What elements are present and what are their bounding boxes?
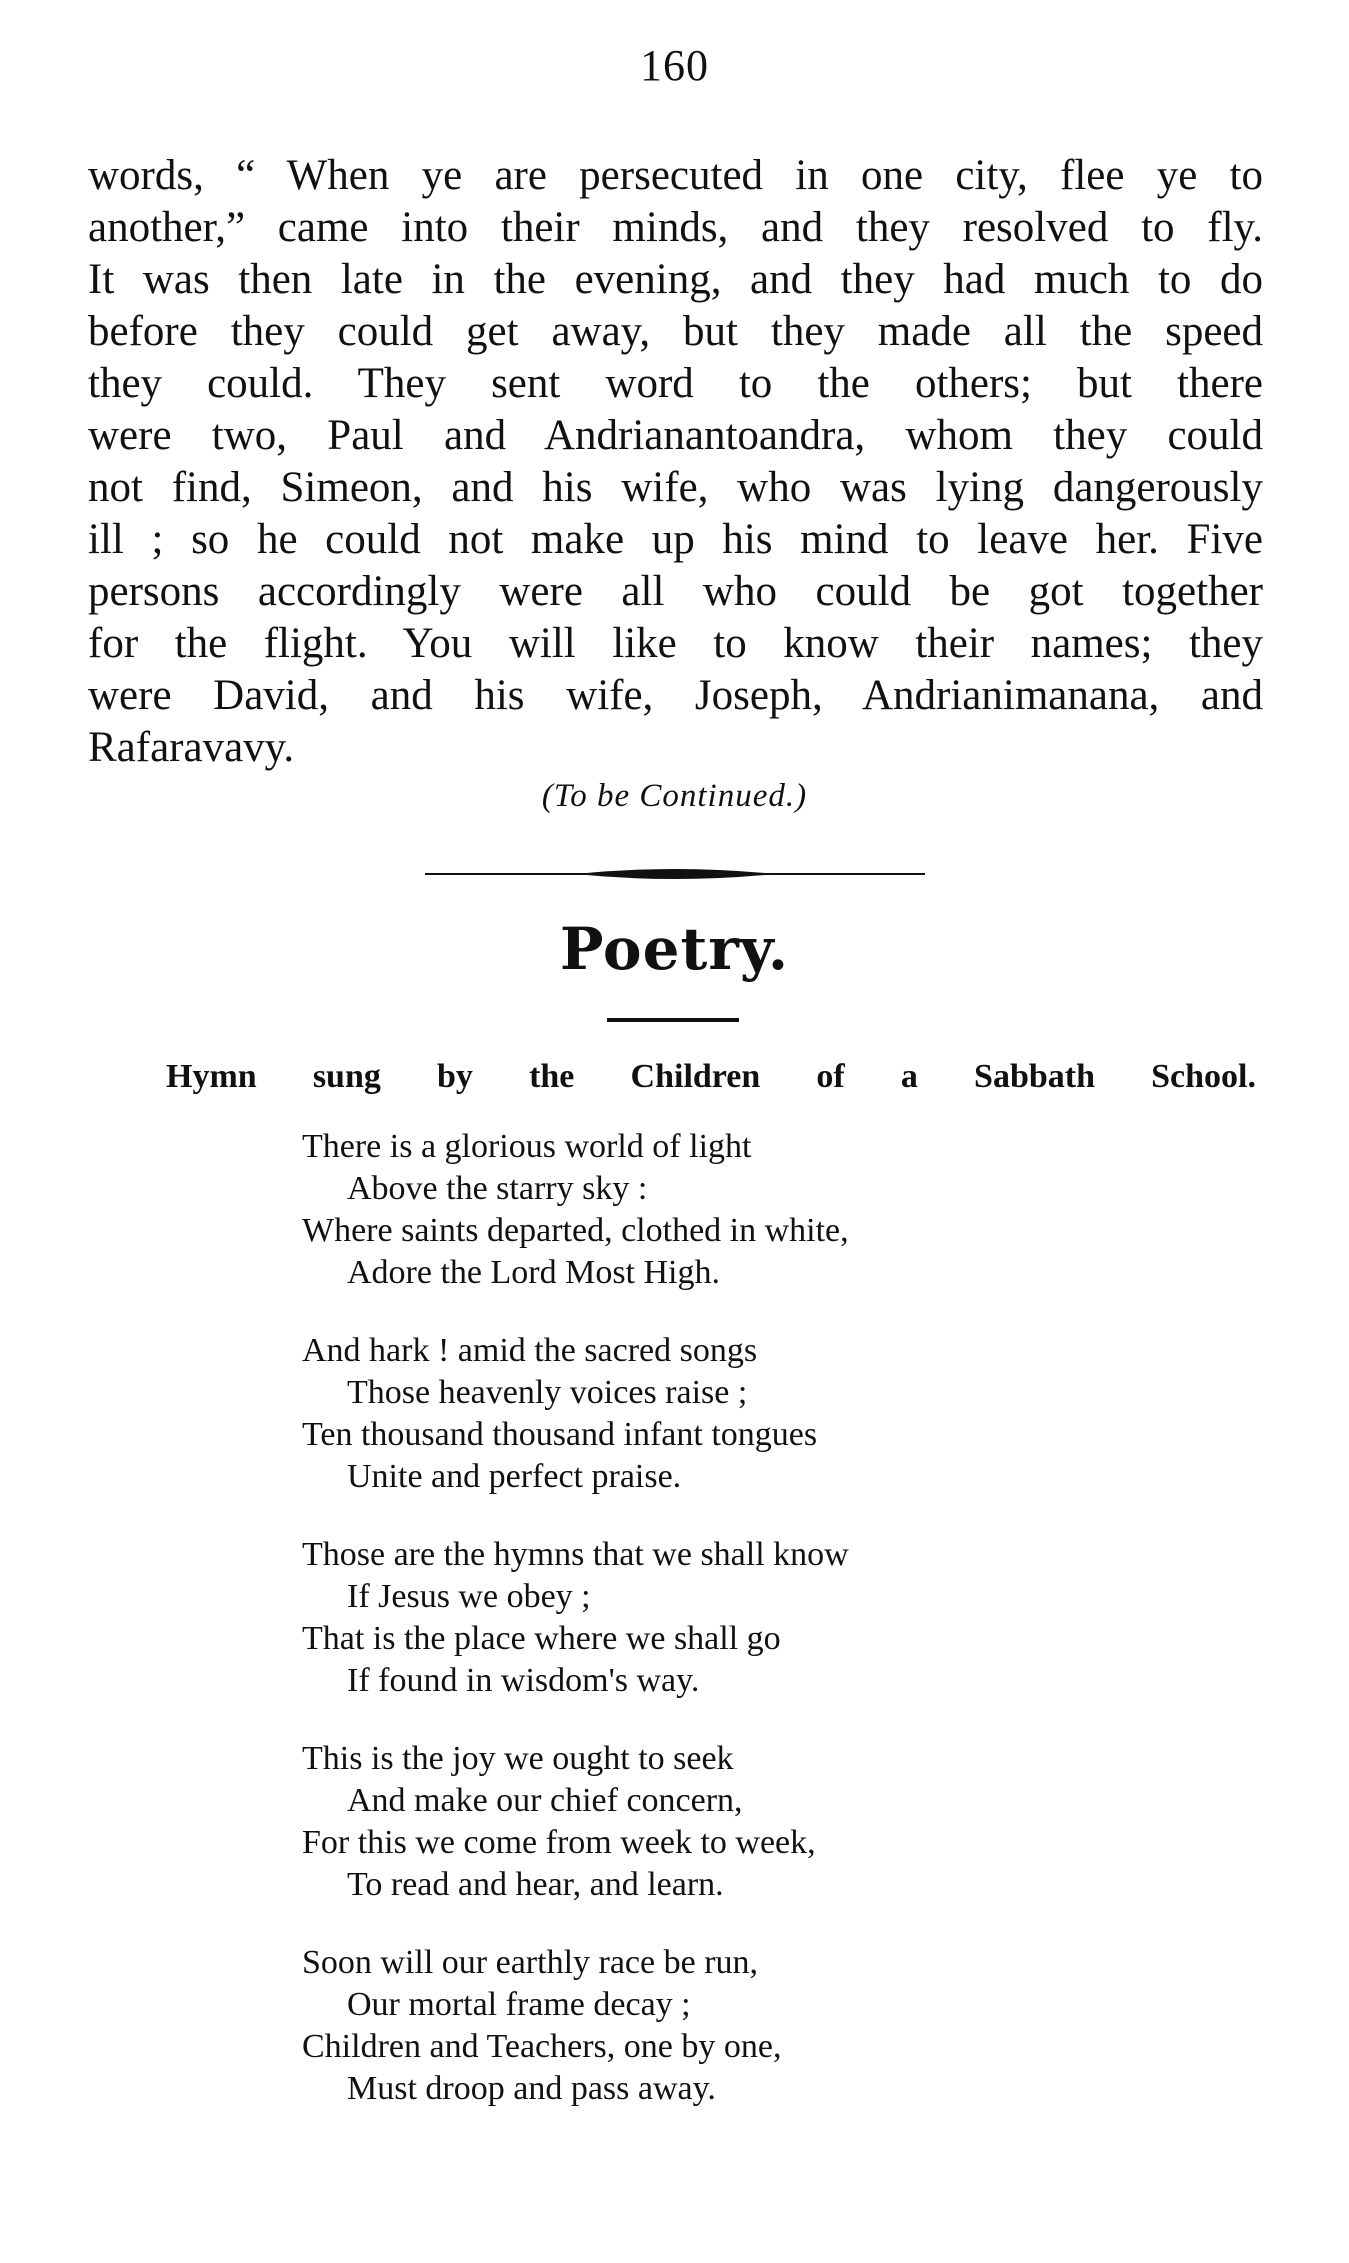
stanza [302, 1330, 1102, 1498]
verse-line: And make our chief concern, [347, 1782, 743, 1819]
prose-line: were two, Paul and Andrianantoandra, whom they could [88, 412, 1263, 459]
page-number: 160 [640, 41, 709, 90]
prose-line: not find, Simeon, and his wife, who was lying dangerously [88, 464, 1263, 511]
verse-line: If found in wisdom's way. [347, 1662, 700, 1699]
verse-line: That is the place where we shall go [302, 1620, 781, 1657]
verse-line: For this we come from week to week, [302, 1824, 816, 1861]
prose-line: Rafaravavy. [88, 724, 295, 771]
verse-line: There is a glorious world of light [302, 1128, 752, 1165]
verse-line: Where saints departed, clothed in white, [302, 1212, 849, 1249]
to-be-continued-note: (To be Continued.) [541, 778, 808, 814]
prose-line: words, “ When ye are persecuted in one city, flee ye to [88, 152, 1263, 199]
verse-line: Adore the Lord Most High. [347, 1254, 721, 1291]
verse-line: If Jesus we obey ; [347, 1578, 591, 1615]
prose-line: persons accordingly were all who could be got together [88, 568, 1263, 615]
hymn-title: Hymn sung by the Children of a Sabbath School. [166, 1058, 1256, 1095]
prose-line: another,” came into their minds, and they resolved to fly. [88, 204, 1263, 251]
verse-line: Children and Teachers, one by one, [302, 2028, 782, 2065]
section-title: Poetry. [559, 915, 790, 983]
hymn-poem [302, 1126, 1102, 2146]
prose-line: ill ; so he could not make up his mind to leave her. Five [88, 516, 1263, 563]
stanza [302, 1534, 1102, 1702]
verse-line: Those are the hymns that we shall know [302, 1536, 849, 1573]
stanza [302, 1942, 1102, 2110]
ornamental-divider [425, 866, 925, 882]
prose-line: were David, and his wife, Joseph, Andrianimanana, and [88, 672, 1263, 719]
stanza [302, 1126, 1102, 1294]
prose-line: before they could get away, but they made all the speed [88, 308, 1263, 355]
stanza [302, 1738, 1102, 1906]
verse-line: Above the starry sky : [347, 1170, 648, 1207]
verse-line: And hark ! amid the sacred songs [302, 1332, 758, 1369]
title-rule [607, 1018, 739, 1022]
verse-line: Those heavenly voices raise ; [347, 1374, 748, 1411]
prose-line: for the flight. You will like to know their names; they [88, 620, 1263, 667]
verse-line: Soon will our earthly race be run, [302, 1944, 759, 1981]
verse-line: To read and hear, and learn. [347, 1866, 724, 1903]
prose-line: It was then late in the evening, and they had much to do [88, 256, 1263, 303]
verse-line: Unite and perfect praise. [347, 1458, 682, 1495]
verse-line: Must droop and pass away. [347, 2070, 716, 2107]
verse-line: Ten thousand thousand infant tongues [302, 1416, 818, 1453]
verse-line: Our mortal frame decay ; [347, 1986, 691, 2023]
prose-paragraph [88, 150, 1263, 774]
prose-line: they could. They sent word to the others; but there [88, 360, 1263, 407]
verse-line: This is the joy we ought to seek [302, 1740, 734, 1777]
